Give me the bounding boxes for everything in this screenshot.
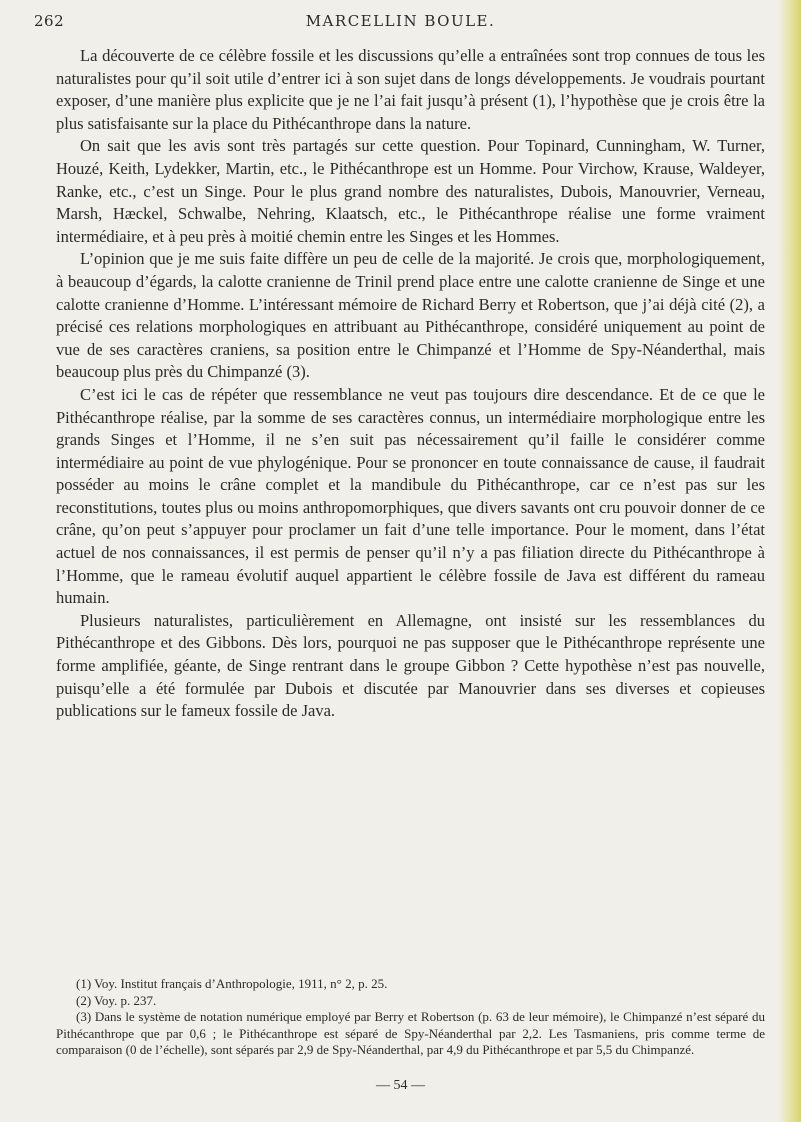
footnotes bbox=[56, 976, 765, 1059]
footnote: (3) Dans le système de notation numérique employé par Berry et Robertson (p. 63 de leur mémoire), le Chimpanzé n’est séparé du Pithécanthrope que par 0,6 ; le Pithécanthrope est séparé de Spy-Néanderthal par 2,2. Les Tasmaniens, pris comme terme de comparaison (0 de l’échelle), sont séparés par 2,9 de Spy-Néanderthal, par 4,9 du Pithécanthrope et par 5,5 du Chimpanzé. bbox=[56, 1009, 765, 1057]
body-text bbox=[56, 45, 765, 723]
footnote: (2) Voy. p. 237. bbox=[76, 992, 157, 1008]
running-head: MARCELLIN BOULE. bbox=[305, 12, 496, 30]
footnote: (1) Voy. Institut français d’Anthropologie, 1911, n° 2, p. 25. bbox=[76, 976, 388, 991]
footer-page-number: — 54 — bbox=[376, 1078, 425, 1093]
page-number: 262 bbox=[34, 12, 65, 30]
page-edge-shadow bbox=[779, 0, 801, 1122]
paragraph: Plusieurs naturalistes, particulièrement en Allemagne, ont insisté sur les ressemblances du Pithécanthrope et des Gibbons. Dès lors, pourquoi ne pas supposer que le Pithécanthrope représente une forme amplifiée, géante, de Singe rentrant dans le groupe Gibbon ? Cette hypothèse n’est pas nouvelle, puisqu’elle a été formulée par Dubois et discutée par Manouvrier dans ses diverses et copieuses publications sur le fameux fossile de Java. bbox=[56, 610, 765, 721]
paragraph: On sait que les avis sont très partagés sur cette question. Pour Topinard, Cunningham, W. Turner, Houzé, Keith, Lydekker, Martin, etc., le Pithécanthrope est un Homme. Pour Virchow, Krause, Waldeyer, Ranke, etc., c’est un Singe. Pour le plus grand nombre des naturalistes, Dubois, Manouvrier, Verneau, Marsh, Hæckel, Schwalbe, Nehring, Klaatsch, etc., le Pithécanthrope réalise une forme vraiment intermédiaire, et à peu près à moitié chemin entre les Singes et les Hommes. bbox=[56, 136, 765, 246]
paragraph: La découverte de ce célèbre fossile et les discussions qu’elle a entraînées sont trop connues de tous les naturalistes pour qu’il soit utile d’entrer ici à son sujet dans de longs développements. Je voudrais pourtant exposer, d’une manière plus explicite que je ne l’ai fait jusqu’à présent (1), l’hypothèse que je crois être la plus satisfaisante sur la place du Pithécanthrope dans la nature. bbox=[56, 46, 765, 133]
paragraph: L’opinion que je me suis faite diffère un peu de celle de la majorité. Je crois que, morphologiquement, à beaucoup d’égards, la calotte cranienne de Trinil prend place entre une calotte cranienne de Singe et une calotte cranienne d’Homme. L’intéressant mémoire de Richard Berry et Robertson, que j’ai déjà cité (2), a précisé ces relations morphologiques en attribuant au Pithécanthrope, considéré uniquement au point de vue de ses caractères craniens, sa position entre le Chimpanzé et l’Homme de Spy-Néanderthal, mais beaucoup plus près du Chimpanzé (3). bbox=[56, 249, 765, 382]
page-header bbox=[0, 12, 801, 36]
paragraph: C’est ici le cas de répéter que ressemblance ne veut pas toujours dire descendance. Et de ce que le Pithécanthrope réalise, par la somme de ses caractères connus, un intermédiaire morphologique entre les grands Singes et l’Homme, il ne s’en suit pas nécessairement qu’il faille le considérer comme intermédiaire au point de vue phylogénique. Pour se prononcer en toute connaissance de cause, il faudrait posséder au moins le crâne complet et la mandibule du Pithécanthrope, car ce n’est pas sur les reconstitutions, toutes plus ou moins anthropomorphiques, que divers savants ont cru pouvoir donner de ce crâne, qu’on peut s’appuyer pour proclamer un fait d’une telle importance. Pour le moment, dans l’état actuel de nos connaissances, il est permis de penser qu’il n’y a pas filiation directe du Pithécanthrope à l’Homme, que le rameau évolutif auquel appartient le célèbre fossile de Java est différent du rameau humain. bbox=[56, 384, 765, 608]
